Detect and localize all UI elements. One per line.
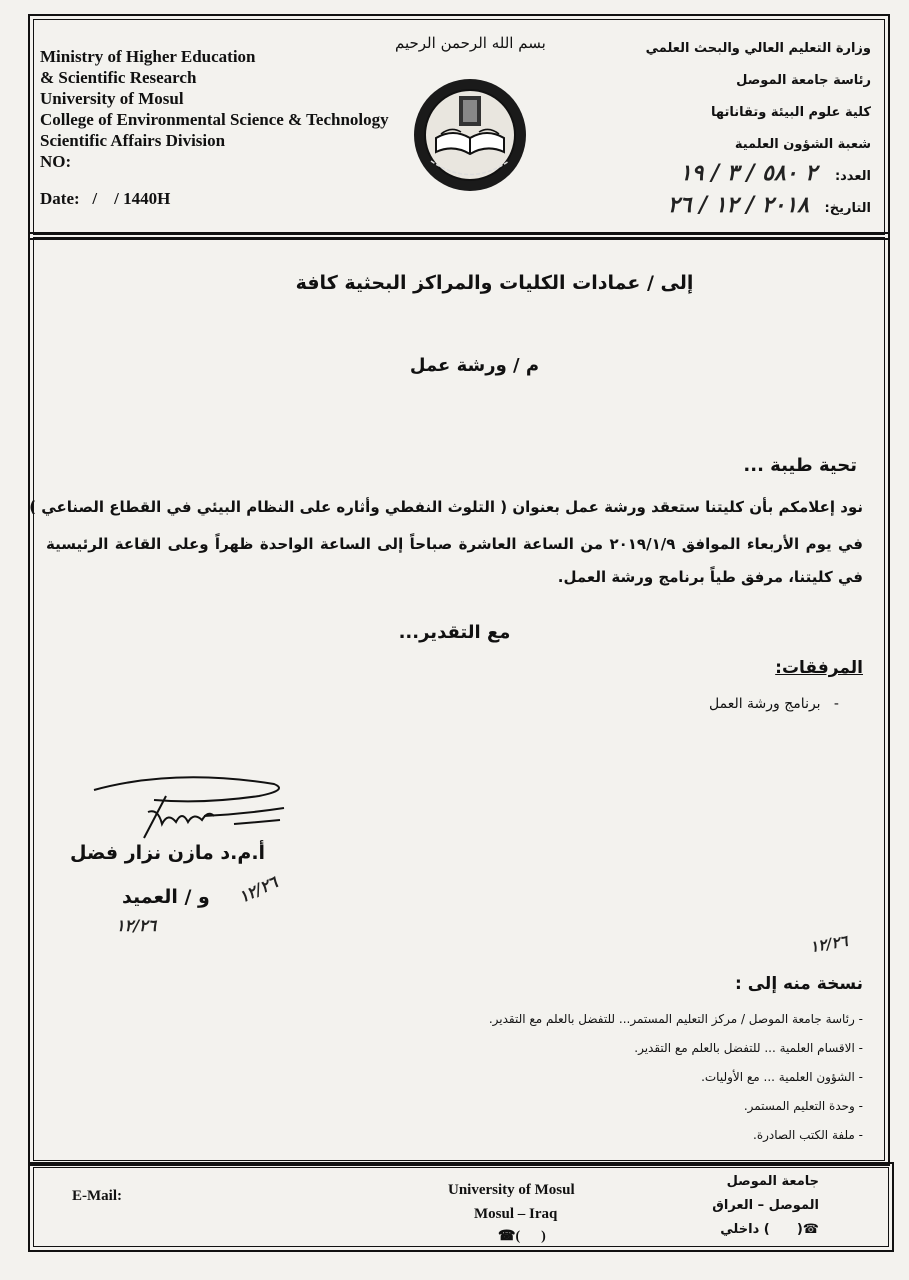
- date-label-en: Date: / / 1440H: [40, 189, 171, 208]
- recipient-line: إلى / عمادات الكليات والمراكز البحثية كافة: [295, 272, 694, 294]
- copy-item-1: - رئاسة جامعة الموصل / مركز التعليم المستمر... للتفضل بالعلم مع التقدير.: [488, 1012, 863, 1026]
- copy-item-2: - الاقسام العلمية ... للتفضل بالعلم مع التقدير.: [634, 1041, 863, 1055]
- attachment-item: - برنامج ورشة العمل: [709, 696, 839, 712]
- footer-university-en: University of Mosul: [448, 1182, 575, 1198]
- body-line-2: في يوم الأربعاء الموافق ٢٠١٩/١/٩ من الساعة العاشرة صباحاً إلى الساعة الواحدة ظهراً وعلى القاعة الرئيسية: [46, 535, 864, 553]
- footer-phone-en: ☎( ): [498, 1229, 546, 1244]
- university-ar: رئاسة جامعة الموصل: [736, 73, 871, 88]
- date-value-handwritten: ٢٠١٨ / ١٢ / ٢٦: [667, 192, 809, 218]
- university-seal-icon: [411, 76, 529, 194]
- number-label-ar: العدد:: [834, 169, 871, 184]
- copies-note-handwritten: ١٢/٢٦: [808, 931, 849, 957]
- basmala: بسم الله الرحمن الرحيم: [395, 34, 546, 52]
- signer-title: و / العميد: [122, 886, 210, 908]
- ministry-ar: وزارة التعليم العالي والبحث العلمي: [645, 41, 871, 56]
- footer-university-ar: جامعة الموصل: [726, 1174, 819, 1189]
- footer-phone-ar: ☎( ) داخلي: [720, 1222, 819, 1237]
- division-en: Scientific Affairs Division: [40, 131, 226, 150]
- copy-item-5: - ملفة الكتب الصادرة.: [753, 1128, 863, 1142]
- closing: مع التقدير...: [398, 622, 511, 643]
- greeting: تحية طيبة ...: [743, 455, 857, 476]
- body-line-1: نود إعلامكم بأن كليتنا ستعقد ورشة عمل بعنوان ( التلوث النفطي وأثاره على النظام البيئي في القطاع الصناعي ): [29, 498, 863, 516]
- copies-title: نسخة منه إلى :: [735, 974, 863, 994]
- college-en: College of Environmental Science & Technology: [40, 110, 389, 129]
- attachments-title: المرفقات:: [775, 658, 863, 678]
- email-label: E-Mail:: [72, 1188, 122, 1204]
- signature-date-handwritten: ١٢/٢٦: [116, 916, 157, 935]
- copy-item-4: - وحدة التعليم المستمر.: [743, 1099, 863, 1113]
- header-en-block: [40, 46, 389, 172]
- body-line-3: في كليتنا، مرفق طياً برنامج ورشة العمل.: [557, 568, 863, 586]
- research-en: & Scientific Research: [40, 68, 197, 87]
- date-label-ar: التاريخ:: [824, 201, 871, 216]
- no-label: NO:: [40, 152, 72, 171]
- subject-line: م / ورشة عمل: [409, 355, 540, 376]
- ministry-en: Ministry of Higher Education: [40, 47, 256, 66]
- footer-city-en: Mosul – Iraq: [474, 1206, 558, 1222]
- division-ar: شعبة الشؤون العلمية: [734, 137, 871, 152]
- signer-name: أ.م.د مازن نزار فضل: [70, 842, 266, 864]
- footer-city-ar: الموصل – العراق: [712, 1198, 819, 1213]
- copy-item-3: - الشؤون العلمية ... مع الأوليات.: [701, 1070, 863, 1084]
- college-ar: كلية علوم البيئة وتقاناتها: [711, 105, 871, 120]
- number-value-handwritten: ٢ ٥٨٠ / ٣ / ١٩: [679, 160, 817, 186]
- university-en: University of Mosul: [40, 89, 184, 108]
- signature-scribble: [84, 772, 294, 852]
- signature-note-handwritten: ١٢/٢٦: [235, 872, 281, 907]
